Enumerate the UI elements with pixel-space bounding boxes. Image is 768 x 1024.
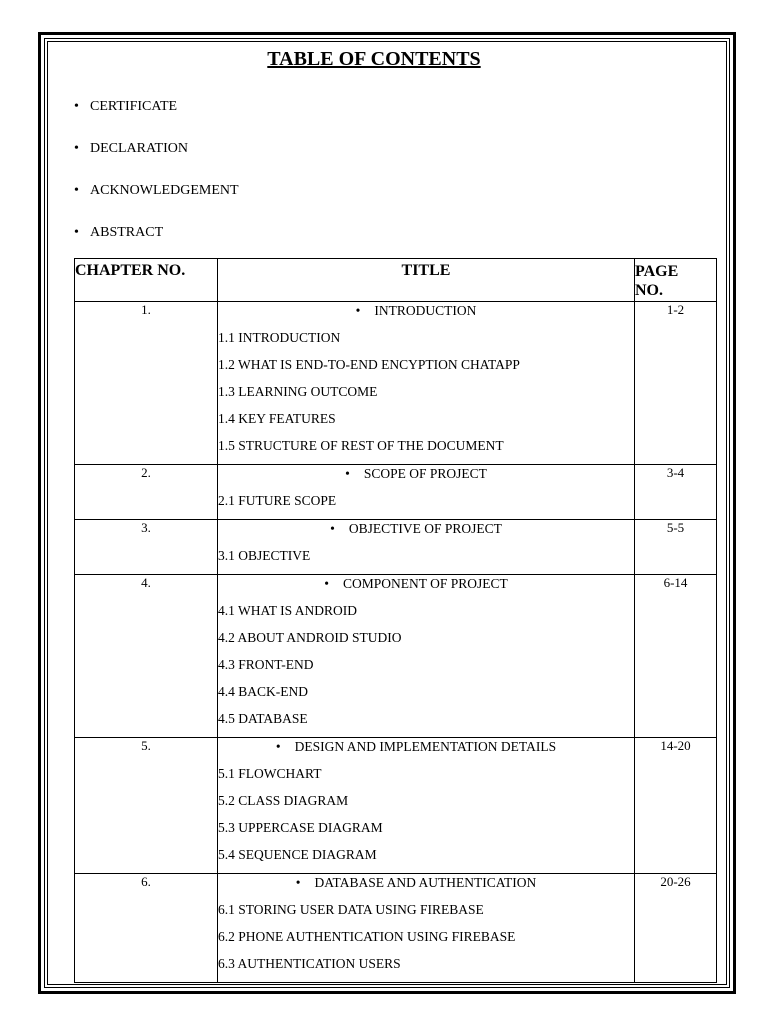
section-entry: 1.4 KEY FEATURES (218, 411, 336, 426)
header-title: TITLE (218, 259, 635, 302)
bullet-icon: • (74, 225, 79, 240)
table-header-row (75, 259, 717, 302)
preliminary-list (74, 98, 239, 266)
chapter-heading (218, 520, 634, 547)
list-item (74, 140, 239, 182)
chapter-heading (218, 465, 634, 492)
section-entry: 6.1 STORING USER DATA USING FIREBASE (218, 902, 484, 917)
page-title: TABLE OF CONTENTS (267, 48, 481, 70)
section-entry: 4.5 DATABASE (218, 711, 308, 726)
section-entry: 1.2 WHAT IS END-TO-END ENCYPTION CHATAPP (218, 357, 520, 372)
table-row (75, 575, 717, 738)
section-entry: 4.4 BACK-END (218, 684, 308, 699)
section-entry: 6.3 AUTHENTICATION USERS (218, 956, 401, 971)
list-item (74, 98, 239, 140)
chapter-title-cell (218, 520, 635, 575)
chapter-title-cell (218, 874, 635, 983)
chapter-number: 1. (75, 302, 218, 465)
page-range: 20-26 (635, 874, 717, 983)
bullet-icon: • (324, 576, 329, 591)
bullet-icon: • (330, 521, 335, 536)
chapter-number: 3. (75, 520, 218, 575)
section-entry: 1.5 STRUCTURE OF REST OF THE DOCUMENT (218, 438, 504, 453)
page-range: 6-14 (635, 575, 717, 738)
chapter-heading-text: INTRODUCTION (374, 303, 477, 318)
chapter-heading (218, 302, 634, 329)
bullet-icon: • (74, 141, 79, 156)
section-entry: 4.1 WHAT IS ANDROID (218, 603, 358, 618)
section-entry: 5.1 FLOWCHART (218, 766, 322, 781)
table-row (75, 520, 717, 575)
chapter-title-cell (218, 738, 635, 874)
list-item-label: CERTIFICATE (90, 99, 178, 114)
list-item-label: DECLARATION (90, 141, 188, 156)
chapter-title-cell (218, 465, 635, 520)
section-entry: 1.1 INTRODUCTION (218, 330, 341, 345)
header-page-line1: PAGE (635, 263, 679, 280)
chapter-heading-text: SCOPE OF PROJECT (363, 466, 487, 481)
section-entry: 6.2 PHONE AUTHENTICATION USING FIREBASE (218, 929, 516, 944)
bullet-icon: • (295, 875, 301, 890)
bullet-icon: • (355, 303, 361, 318)
list-item-label: ABSTRACT (90, 225, 164, 240)
contents-table (74, 258, 717, 983)
section-entry: 5.3 UPPERCASE DIAGRAM (218, 820, 383, 835)
chapter-title-cell (218, 575, 635, 738)
bullet-icon: • (275, 739, 281, 754)
chapter-number: 4. (75, 575, 218, 738)
header-page-line2: NO. (635, 282, 663, 299)
page-range: 1-2 (635, 302, 717, 465)
list-item-label: ACKNOWLEDGEMENT (90, 183, 239, 198)
page-range: 5-5 (635, 520, 717, 575)
chapter-number: 5. (75, 738, 218, 874)
list-item (74, 182, 239, 224)
chapter-heading-text: OBJECTIVE OF PROJECT (348, 521, 502, 536)
section-entry: 2.1 FUTURE SCOPE (218, 493, 337, 508)
bullet-icon: • (74, 183, 79, 198)
chapter-heading (218, 738, 634, 765)
section-entry: 3.1 OBJECTIVE (218, 548, 311, 563)
bullet-icon: • (74, 99, 79, 114)
bullet-icon: • (345, 466, 350, 481)
section-entry: 4.2 ABOUT ANDROID STUDIO (218, 630, 402, 645)
header-page-no (635, 259, 717, 302)
chapter-number: 2. (75, 465, 218, 520)
page-range: 3-4 (635, 465, 717, 520)
table-row (75, 738, 717, 874)
header-chapter-no: CHAPTER NO. (75, 259, 218, 302)
table-row (75, 465, 717, 520)
section-entry: 1.3 LEARNING OUTCOME (218, 384, 378, 399)
section-entry: 5.4 SEQUENCE DIAGRAM (218, 847, 377, 862)
chapter-heading (218, 874, 634, 901)
chapter-number: 6. (75, 874, 218, 983)
chapter-heading-text: COMPONENT OF PROJECT (342, 576, 508, 591)
chapter-heading-text: DESIGN AND IMPLEMENTATION DETAILS (294, 739, 557, 754)
chapter-heading (218, 575, 634, 602)
section-entry: 4.3 FRONT-END (218, 657, 314, 672)
chapter-heading-text: DATABASE AND AUTHENTICATION (314, 875, 537, 890)
table-row (75, 874, 717, 983)
table-row (75, 302, 717, 465)
page-range: 14-20 (635, 738, 717, 874)
chapter-title-cell (218, 302, 635, 465)
section-entry: 5.2 CLASS DIAGRAM (218, 793, 349, 808)
